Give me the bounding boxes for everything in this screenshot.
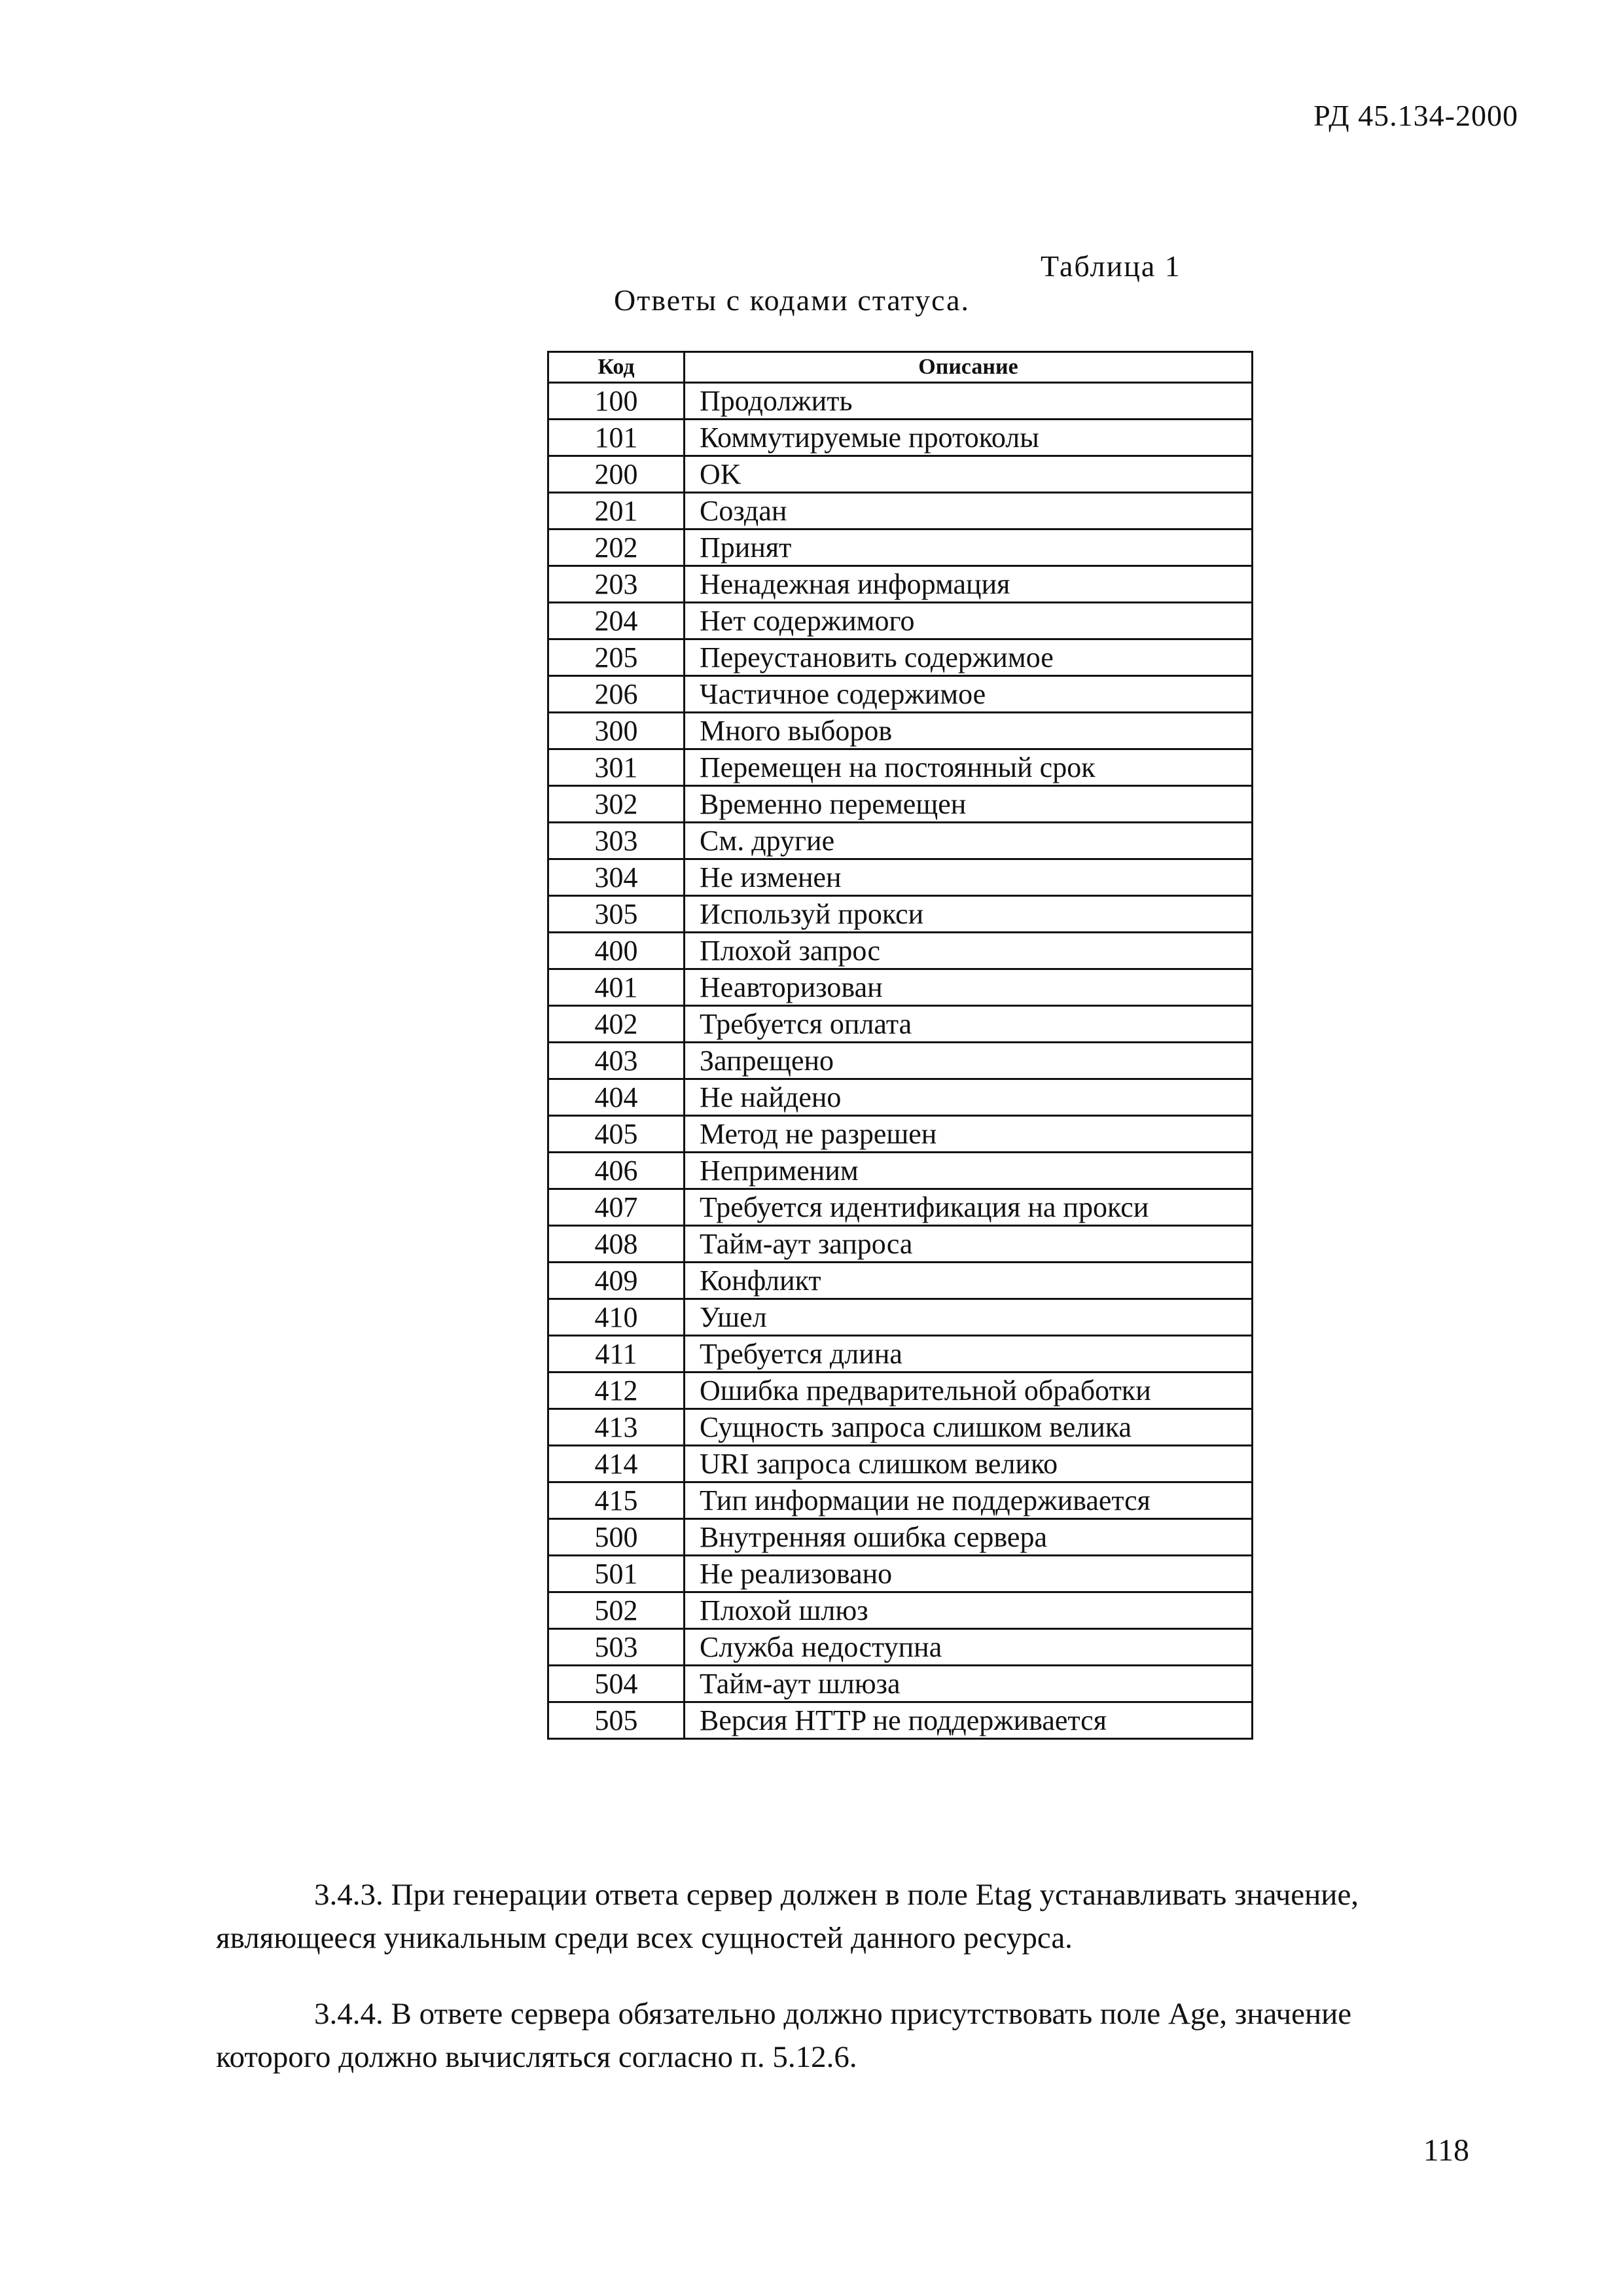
table-row: [548, 933, 1253, 969]
table-row: [548, 823, 1253, 859]
status-description-cell: Перемещен на постоянный срок: [685, 749, 1253, 786]
status-code-cell: 200: [548, 456, 685, 493]
status-code-cell: 502: [548, 1592, 685, 1629]
status-description-cell: Принят: [685, 529, 1253, 566]
status-code-cell: 412: [548, 1372, 685, 1409]
status-code-cell: 300: [548, 713, 685, 749]
table-caption: Ответы с кодами статуса.: [614, 283, 971, 317]
paragraph-3-4-4: 3.4.4. В ответе сервера обязательно должно присутствовать поле Age, значение которого должно вычисляться согласно п. 5.12.6.: [216, 1997, 1352, 2074]
status-code-cell: 101: [548, 420, 685, 456]
status-description-cell: Конфликт: [685, 1263, 1253, 1299]
table-row: [548, 383, 1253, 420]
table-row: [548, 1702, 1253, 1739]
status-description-cell: Неавторизован: [685, 969, 1253, 1006]
table-row: [548, 1666, 1253, 1702]
status-description-cell: Коммутируемые протоколы: [685, 420, 1253, 456]
status-description-cell: Внутренняя ошибка сервера: [685, 1519, 1253, 1556]
table-row: [548, 1006, 1253, 1043]
status-description-cell: Нет содержимого: [685, 603, 1253, 639]
table-row: [548, 639, 1253, 676]
table-body: [548, 383, 1253, 1739]
table-row: [548, 1446, 1253, 1482]
status-code-cell: 402: [548, 1006, 685, 1043]
status-description-cell: Ушел: [685, 1299, 1253, 1336]
status-code-cell: 413: [548, 1409, 685, 1446]
table-row: [548, 1372, 1253, 1409]
status-description-cell: Не найдено: [685, 1079, 1253, 1116]
status-description-cell: Требуется длина: [685, 1336, 1253, 1372]
status-code-cell: 303: [548, 823, 685, 859]
table-row: [548, 1153, 1253, 1189]
table-row: [548, 1336, 1253, 1372]
status-code-cell: 404: [548, 1079, 685, 1116]
table-header-row: [548, 352, 1253, 383]
status-description-cell: Версия HTTP не поддерживается: [685, 1702, 1253, 1739]
table-row: [548, 493, 1253, 529]
table-row: [548, 896, 1253, 933]
document-code: РД 45.134-2000: [1313, 99, 1518, 132]
status-description-cell: Продолжить: [685, 383, 1253, 420]
table-row: [548, 1482, 1253, 1519]
table-row: [548, 1299, 1253, 1336]
status-code-cell: 203: [548, 566, 685, 603]
status-code-cell: 401: [548, 969, 685, 1006]
table-row: [548, 1116, 1253, 1153]
status-description-cell: Тайм-аут шлюза: [685, 1666, 1253, 1702]
status-code-cell: 414: [548, 1446, 685, 1482]
table-row: [548, 969, 1253, 1006]
status-description-cell: Не реализовано: [685, 1556, 1253, 1592]
table-number-label: Таблица 1: [1041, 249, 1181, 283]
table-row: [548, 676, 1253, 713]
status-code-cell: 403: [548, 1043, 685, 1079]
status-code-cell: 415: [548, 1482, 685, 1519]
table-row: [548, 1409, 1253, 1446]
table-row: [548, 603, 1253, 639]
status-code-cell: 400: [548, 933, 685, 969]
status-code-cell: 206: [548, 676, 685, 713]
status-code-cell: 305: [548, 896, 685, 933]
paragraph-3-4-3: 3.4.3. При генерации ответа сервер должен в поле Etag устанавливать значение, являющееся уникальным среди всех сущностей данного ресурса.: [216, 1878, 1359, 1955]
status-code-cell: 504: [548, 1666, 685, 1702]
status-code-cell: 100: [548, 383, 685, 420]
table-row: [548, 529, 1253, 566]
status-description-cell: Плохой запрос: [685, 933, 1253, 969]
status-description-cell: Частичное содержимое: [685, 676, 1253, 713]
status-description-cell: Тайм-аут запроса: [685, 1226, 1253, 1263]
status-description-cell: Метод не разрешен: [685, 1116, 1253, 1153]
status-description-cell: Тип информации не поддерживается: [685, 1482, 1253, 1519]
status-code-cell: 408: [548, 1226, 685, 1263]
table-row: [548, 1592, 1253, 1629]
status-description-cell: Требуется идентификация на прокси: [685, 1189, 1253, 1226]
status-description-cell: URI запроса слишком велико: [685, 1446, 1253, 1482]
table-row: [548, 1079, 1253, 1116]
status-description-cell: OK: [685, 456, 1253, 493]
status-code-cell: 505: [548, 1702, 685, 1739]
column-header-code: Код: [548, 352, 685, 383]
table-row: [548, 1629, 1253, 1666]
status-code-cell: 202: [548, 529, 685, 566]
status-description-cell: Много выборов: [685, 713, 1253, 749]
column-header-description: Описание: [685, 352, 1253, 383]
table-row: [548, 1189, 1253, 1226]
status-description-cell: См. другие: [685, 823, 1253, 859]
table-row: [548, 1519, 1253, 1556]
status-code-cell: 201: [548, 493, 685, 529]
status-description-cell: Плохой шлюз: [685, 1592, 1253, 1629]
status-description-cell: Не изменен: [685, 859, 1253, 896]
status-codes-table: [547, 351, 1253, 1740]
table-row: [548, 1043, 1253, 1079]
status-code-cell: 503: [548, 1629, 685, 1666]
status-code-cell: 406: [548, 1153, 685, 1189]
table-row: [548, 566, 1253, 603]
status-description-cell: Создан: [685, 493, 1253, 529]
status-description-cell: Переустановить содержимое: [685, 639, 1253, 676]
status-description-cell: Временно перемещен: [685, 786, 1253, 823]
status-description-cell: Служба недоступна: [685, 1629, 1253, 1666]
status-code-cell: 204: [548, 603, 685, 639]
table-row: [548, 713, 1253, 749]
status-code-cell: 410: [548, 1299, 685, 1336]
table-row: [548, 786, 1253, 823]
status-code-cell: 301: [548, 749, 685, 786]
status-description-cell: Неприменим: [685, 1153, 1253, 1189]
status-code-cell: 304: [548, 859, 685, 896]
table-row: [548, 1226, 1253, 1263]
table-row: [548, 749, 1253, 786]
status-code-cell: 405: [548, 1116, 685, 1153]
table-row: [548, 1263, 1253, 1299]
status-code-cell: 411: [548, 1336, 685, 1372]
status-code-cell: 407: [548, 1189, 685, 1226]
status-code-cell: 500: [548, 1519, 685, 1556]
table-row: [548, 420, 1253, 456]
status-description-cell: Ненадежная информация: [685, 566, 1253, 603]
table-row: [548, 859, 1253, 896]
status-description-cell: Сущность запроса слишком велика: [685, 1409, 1253, 1446]
status-code-cell: 501: [548, 1556, 685, 1592]
status-code-cell: 205: [548, 639, 685, 676]
status-description-cell: Требуется оплата: [685, 1006, 1253, 1043]
status-code-cell: 409: [548, 1263, 685, 1299]
status-description-cell: Запрещено: [685, 1043, 1253, 1079]
status-code-cell: 302: [548, 786, 685, 823]
table-row: [548, 1556, 1253, 1592]
status-description-cell: Используй прокси: [685, 896, 1253, 933]
table-row: [548, 456, 1253, 493]
status-description-cell: Ошибка предварительной обработки: [685, 1372, 1253, 1409]
page-number: 118: [1423, 2133, 1469, 2168]
